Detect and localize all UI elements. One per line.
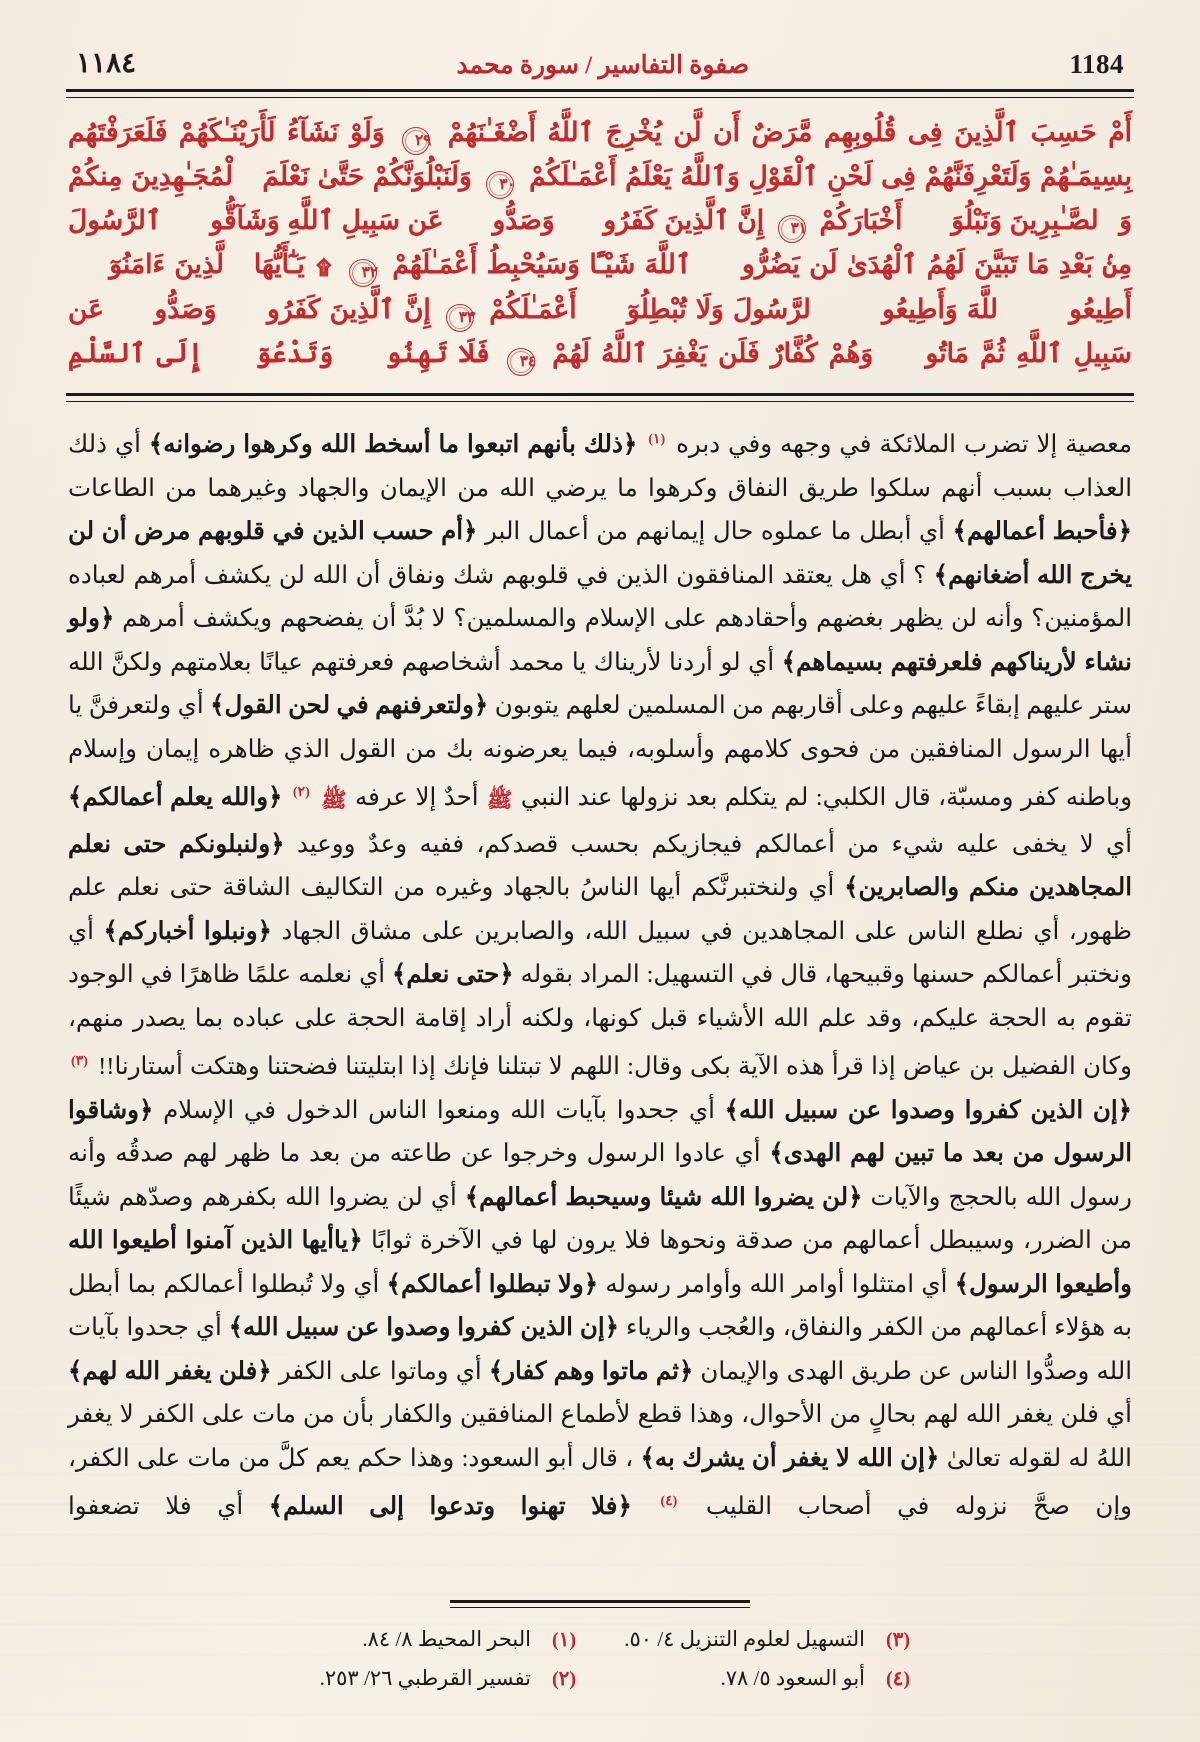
ayah-marker: ٣١ xyxy=(777,214,807,244)
commentary-run: معصية إلا تضرب الملائكة في وجهه وفي دبره xyxy=(676,431,1132,459)
footnote-reference: (٣) xyxy=(71,1054,88,1070)
commentary-run: أي امتثلوا أوامر الله وأوامر رسوله xyxy=(605,1270,948,1298)
quran-line: يَـٰٓأَيُّهَا ٱلَّذِينَ ءَامَنُوٓا۟ أَطِيعُوا۟ ٱللَّهَ وَأَطِيعُوا۟ ٱلرَّسُولَ وَلَا تُبْطِلُوٓا۟ أَعْمَـٰلَكُمْ xyxy=(68,249,1132,324)
commentary-run: أي ولا تُبطلوا أعمالكم بما أبطل به هؤلاء أعمالهم من الكفر والنفاق، والعُجب والرياء xyxy=(68,1270,1133,1342)
salla-allahu-alayhi-wasallam-icon: ﷺ xyxy=(321,788,347,813)
quoted-ayah-phrase: ﴿ولو نشاء لأريناكهم فلعرفتهم بسيماهم﴾ xyxy=(68,605,1133,676)
footnote-row xyxy=(283,1620,583,1659)
page-title: صفوة التفاسير / سورة محمد xyxy=(456,52,750,79)
ayah-marker: ٢٩ xyxy=(401,126,431,156)
quoted-ayah-phrase: ﴿ولتعرفنهم في لحن القول﴾ xyxy=(210,692,489,720)
quoted-ayah-phrase: ﴿وشاقوا الرسول من بعد ما تبين لهم الهدى﴾ xyxy=(68,1096,1133,1168)
quoted-ayah-phrase: ﴿فلن يغفر الله لهم﴾ xyxy=(68,1357,272,1385)
quran-verse-block xyxy=(68,112,1132,377)
footnote-marker: (١) xyxy=(551,1629,577,1651)
quoted-ayah-phrase: ﴿ذلك بأنهم اتبعوا ما أسخط الله وكرهوا رضوانه﴾ xyxy=(148,431,638,459)
commentary-run: أي ولنختبرنَّكم أيها الناسُ بالجهاد وغيره من التكاليف الشاقة حتى نعلم علم ظهور، أي نطلع الناس على المجاهدين في سبيل الله، والصابرين على مشاق الجهاد xyxy=(68,874,1132,945)
footnote-row xyxy=(617,1659,917,1698)
quoted-ayah-phrase: ﴿فأحبط أعمالهم﴾ xyxy=(952,518,1132,546)
commentary-run: أي ولتعرفنَّ يا أيها الرسول المنافقين من فحوى كلامهم وأسلوبه، فيما يعرضونه بك من القول الذي ظاهره إيمان وإسلام وباطنه كفر ومسبّة، قال الكلبي: لم يتكلم بعد نزولها عند النبي xyxy=(68,692,1133,812)
ayah-marker: ٣٣ xyxy=(445,303,475,333)
footnote-reference: (٤) xyxy=(660,1494,678,1510)
quoted-ayah-phrase: ﴿ولنبلونكم حتى نعلم المجاهدين منكم والصابرين﴾ xyxy=(68,830,1132,902)
footnote-text: التسهيل لعلوم التنزيل ٤/ ٥٠. xyxy=(624,1627,865,1651)
quoted-ayah-phrase: ﴿إن الذين كفروا وصدوا عن سبيل الله﴾ xyxy=(724,1096,1133,1124)
quoted-ayah-phrase: ﴿والله يعلم أعمالكم﴾ xyxy=(68,784,283,812)
quoted-ayah-phrase: ﴿ثم ماتوا وهم كفار﴾ xyxy=(488,1357,694,1385)
footnote-text: تفسير القرطبي ٢٦/ ٢٥٣. xyxy=(319,1666,531,1690)
commentary-run: أي فلن يغفر الله لهم بحالٍ من الأحوال، وهذا قطع لأطماع المنافقين والكفار بأن من مات على الكفر لا يغفر اللهُ له لقوله تعالىٰ xyxy=(68,1401,1132,1472)
footnote-row xyxy=(283,1659,583,1698)
commentary-run: أحدٌ إلا عرفه xyxy=(355,784,479,812)
footnote-text: البحر المحيط ٨/ ٨٤. xyxy=(362,1627,531,1651)
ayah-marker: ٣٤ xyxy=(506,347,536,377)
commentary-run: أي لو أردنا لأريناك يا محمد أشخاصهم فعرفتهم عيانًا بعلامتهم ولكنَّ الله ستر عليهم إبقاءً عليهم وعلى أقاربهم من المسلمين لعلهم يتوبون xyxy=(68,648,1133,720)
commentary-run: أي ونختبر أعمالكم حسنها وقبيحها، قال في التسهيل: المراد بقوله xyxy=(68,917,1133,989)
commentary-run: أي جحدوا بآيات الله ومنعوا الناس الدخول في الإسلام xyxy=(163,1096,715,1124)
quran-line: أَمْ حَسِبَ ٱلَّذِينَ فِى قُلُوبِهِم مَّرَضٌ أَن لَّن يُخْرِجَ ٱللَّهُ أَضْغَـٰنَهُمْ xyxy=(447,117,1133,147)
sajda-icon: ۩ xyxy=(316,257,332,279)
page-header xyxy=(62,34,1138,80)
quoted-ayah-phrase: ﴿ونبلوا أخباركم﴾ xyxy=(103,917,272,945)
commentary-run: أي فلا تضعفوا xyxy=(68,1493,244,1521)
quran-line: إِنَّ ٱلَّذِينَ كَفَرُوا۟ وَصَدُّوا۟ عَن سَبِيلِ ٱللَّهِ ثُمَّ مَاتُوا۟ وَهُمْ كُفَّارٌ فَلَن يَغْفِرَ ٱللَّهُ لَهُمْ xyxy=(68,294,1133,368)
quoted-ayah-phrase: ﴿حتى نعلم﴾ xyxy=(392,961,514,989)
commentary-run: ، قال أبو السعود: وهذا حكم يعم كلَّ من مات على الكفر، وإن صحَّ نزوله في أصحاب القليب xyxy=(68,1444,1132,1521)
commentary-run: أي جحدوا بآيات الله وصدُّوا الناس عن طريق الهدى والإيمان xyxy=(68,1314,1132,1385)
ayah-marker: ٣٠ xyxy=(485,170,515,200)
footnote-text: أبو السعود ٥/ ٧٨. xyxy=(720,1666,865,1690)
quoted-ayah-phrase: ﴿فلا تهنوا وتدعوا إلى السلم﴾ xyxy=(268,1493,632,1521)
commentary-run: أي لن يضروا الله بكفرهم وصدّهم شيئًا من الضرر، وسيبطل أعمالهم من صدقة ونحوها فلا يرون لها في الآخرة ثوابًا xyxy=(68,1183,1132,1255)
footnote-reference: (٢) xyxy=(292,785,310,801)
quran-commentary-divider xyxy=(66,393,1134,402)
footnote-column-left xyxy=(617,1620,917,1698)
commentary-text xyxy=(68,418,1132,1529)
footnote-column-right xyxy=(283,1620,583,1698)
page-number-latin: 1184 xyxy=(1069,49,1124,79)
footnote-row xyxy=(617,1620,917,1659)
commentary-run: أي عادوا الرسول وخرجوا عن طاعته من بعد ما ظهر لهم صدقُه وأنه رسول الله بالحجج والآيات xyxy=(68,1140,1132,1211)
quoted-ayah-phrase: ﴿إن الله لا يغفر أن يشرك به﴾ xyxy=(640,1444,940,1472)
commentary-run: أي أبطل ما عملوه حال إيمانهم من أعمال البر xyxy=(485,518,945,546)
quoted-ayah-phrase: ﴿أم حسب الذين في قلوبهم مرض أن لن يخرج الله أضغانهم﴾ xyxy=(68,518,1133,589)
footnote-marker: (٤) xyxy=(885,1668,911,1690)
quran-line: وَلَنَبْلُوَنَّكُمْ حَتَّىٰ نَعْلَمَ ٱلْمُجَـٰهِدِينَ مِنكُمْ وَٱلصَّـٰبِرِينَ وَنَبْلُوَا۟ أَخْبَارَكُمْ xyxy=(68,161,1132,235)
quran-line: فَلَا تَهِنُوا۟ وَتَدْعُوٓا۟ إِلَى ٱلسَّلْمِ xyxy=(68,338,490,368)
quran-line: وَلَوْ نَشَآءُ لَأَرَيْنَـٰكَهُمْ فَلَعَرَفْتَهُم بِسِيمَـٰهُمْ وَلَتَعْرِفَنَّهُمْ فِى لَحْنِ ٱلْقَوْلِ وَٱللَّهُ يَعْلَمُ أَعْمَـٰلَكُمْ xyxy=(68,117,1132,191)
quran-line: إِنَّ ٱلَّذِينَ كَفَرُوا۟ وَصَدُّوا۟ عَن سَبِيلِ ٱللَّهِ وَشَآقُّوا۟ ٱلرَّسُولَ مِنۢ بَعْدِ مَا تَبَيَّنَ لَهُمُ ٱلْهُدَىٰ لَن يَضُرُّوا۟ ٱللَّهَ شَيْـًٔا وَسَيُحْبِطُ أَعْمَـٰلَهُمْ xyxy=(68,205,1133,279)
page-number-arabic: ١١٨٤ xyxy=(76,48,137,79)
ayah-marker: ٣٢ xyxy=(348,258,378,288)
quoted-ayah-phrase: ﴿ولا تبطلوا أعمالكم﴾ xyxy=(386,1270,599,1298)
footnote-reference: (١) xyxy=(648,432,666,447)
commentary-run: أي لا يخفى عليه شيء من أعمالكم فيجازيكم بحسب قصدكم، ففيه وعدٌ ووعيد xyxy=(296,830,1132,858)
salla-allahu-alayhi-wasallam-icon: ﷺ xyxy=(487,788,513,813)
footnote-marker: (٢) xyxy=(551,1668,577,1690)
quoted-ayah-phrase: ﴿لن يضروا الله شيئا وسيحبط أعمالهم﴾ xyxy=(464,1183,863,1211)
commentary-run: أي ذلك العذاب بسبب أنهم سلكوا طريق النفاق وكرهوا ما يرضي الله من الإيمان والجهاد وغيرهما من الطاعات xyxy=(68,431,1132,502)
header-divider xyxy=(66,89,1134,98)
footnote-marker: (٣) xyxy=(885,1629,911,1651)
commentary-run: ؟ أي هل يعتقد المنافقون الذين في قلوبهم شك ونفاق أن الله لن يكشف أمرهم لعباده المؤمنين؟ وأنه لن يظهر بغضهم وأحقادهم على الإسلام والمسلمين؟ لا بُدَّ أن يفضحهم ويكشف أمرهم xyxy=(68,561,1133,633)
footnotes-section xyxy=(62,1600,1138,1698)
quoted-ayah-phrase: ﴿ياأيها الذين آمنوا أطيعوا الله وأطيعوا الرسول﴾ xyxy=(68,1227,1132,1298)
commentary-run: أي نعلمه علمًا ظاهرًا في الوجود تقوم به الحجة عليكم، وقد علم الله الأشياء قبل كونها، ولكنه أراد إقامة الحجة على عباده بما يصدر منهم، وكان الفضيل بن عياض إذا قرأ هذه الآية بكى وقال: اللهم لا تبتلنا فإنك إذا ابتليتنا فضحتنا وهتكت أستارنا!! xyxy=(68,961,1132,1081)
footnote-divider xyxy=(450,1600,750,1608)
commentary-run: أي وماتوا على الكفر xyxy=(278,1357,482,1385)
quoted-ayah-phrase: ﴿إن الذين كفروا وصدوا عن سبيل الله﴾ xyxy=(228,1314,619,1342)
